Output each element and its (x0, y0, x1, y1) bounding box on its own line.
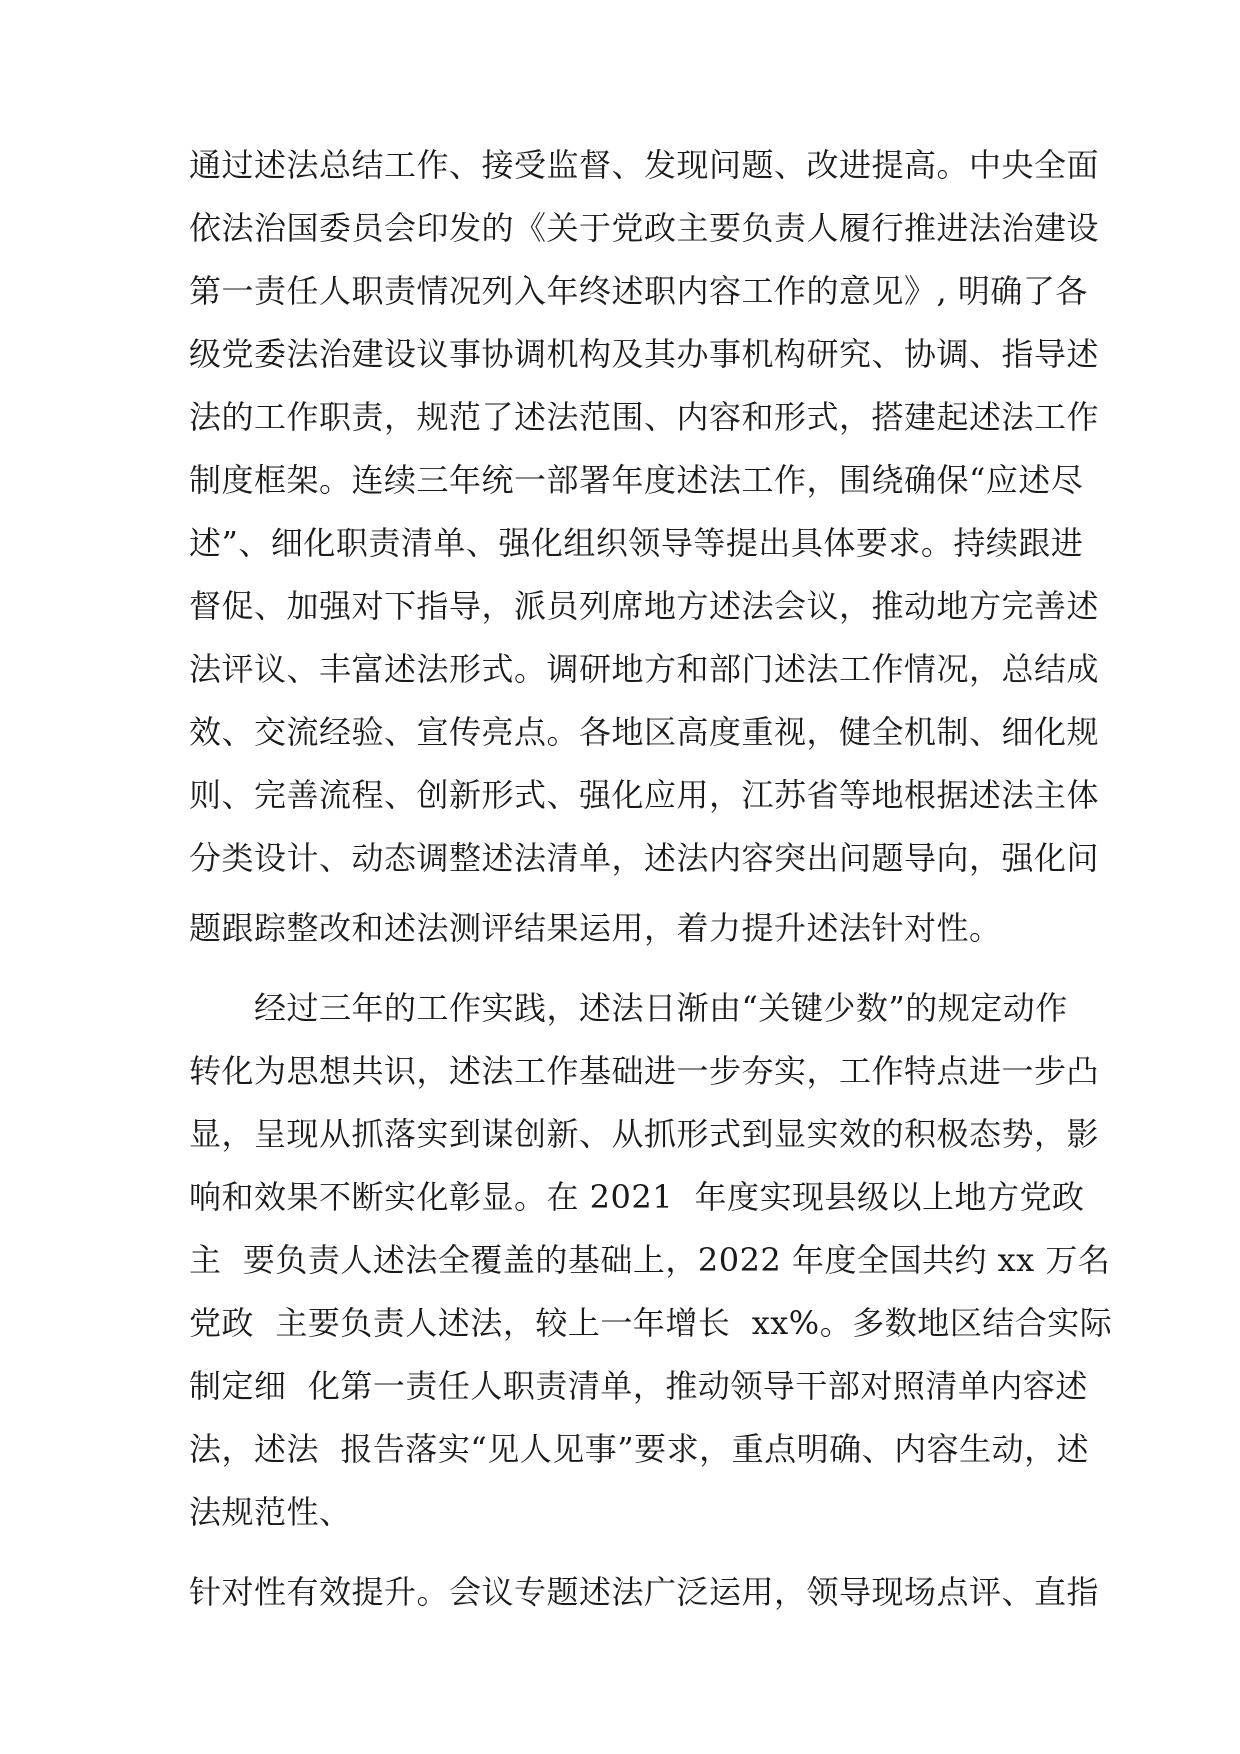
text-line: 响和效果不断实化彰显。在 2021 年度实现县级以上地方党政 (189, 1178, 1085, 1216)
text-line: 法的工作职责，规范了述法范围、内容和形式，搭建起述法工作 (189, 398, 1100, 436)
text-line: 经过三年的工作实践，述法日渐由“关键少数”的规定动作 (189, 989, 1068, 1027)
text-line: 依法治国委员会印发的《关于党政主要负责人履行推进法治建设 (189, 209, 1100, 247)
text-line: 法评议、丰富述法形式。调研地方和部门述法工作情况，总结成 (189, 650, 1100, 688)
text-line: 法规范性、 (189, 1493, 352, 1531)
text-line: 针对性有效提升。会议专题述法广泛运用，领导现场点评、直指 (189, 1573, 1100, 1611)
text-line: 效、交流经验、宣传亮点。各地区高度重视，健全机制、细化规 (189, 713, 1100, 751)
text-line: 制定细 化第一责任人职责清单，推动领导干部对照清单内容述 (189, 1367, 1088, 1405)
text-line: 则、完善流程、创新形式、强化应用，江苏省等地根据述法主体 (189, 776, 1100, 814)
text-line: 主 要负责人述法全覆盖的基础上，2022 年度全国共约 xx 万名 (189, 1241, 1111, 1279)
text-line: 制度框架。连续三年统一部署年度述法工作，围绕确保“应述尽 (189, 461, 1084, 499)
text-line: 述”、细化职责清单、强化组织领导等提出具体要求。持续跟进 (189, 524, 1084, 562)
text-line: 转化为思想共识，述法工作基础进一步夯实，工作特点进一步凸 (189, 1052, 1100, 1090)
text-line: 级党委法治建设议事协调机构及其办事机构研究、协调、指导述 (189, 335, 1100, 373)
text-line: 题跟踪整改和述法测评结果运用，着力提升述法针对性。 (189, 909, 1002, 947)
text-line: 法，述法 报告落实“见人见事”要求，重点明确、内容生动，述 (189, 1430, 1090, 1468)
text-line: 分类设计、动态调整述法清单，述法内容突出问题导向，强化问 (189, 839, 1100, 877)
text-line: 党政 主要负责人述法，较上一年增长 xx%。多数地区结合实际 (189, 1304, 1113, 1342)
text-line: 督促、加强对下指导，派员列席地方述法会议，推动地方完善述 (189, 587, 1100, 625)
text-line: 显，呈现从抓落实到谋创新、从抓形式到显实效的积极态势，影 (189, 1115, 1100, 1153)
text-line: 通过述法总结工作、接受监督、发现问题、改进提高。中央全面 (189, 146, 1100, 184)
text-line: 第一责任人职责情况列入年终述职内容工作的意见》, 明确了各 (189, 272, 1088, 310)
